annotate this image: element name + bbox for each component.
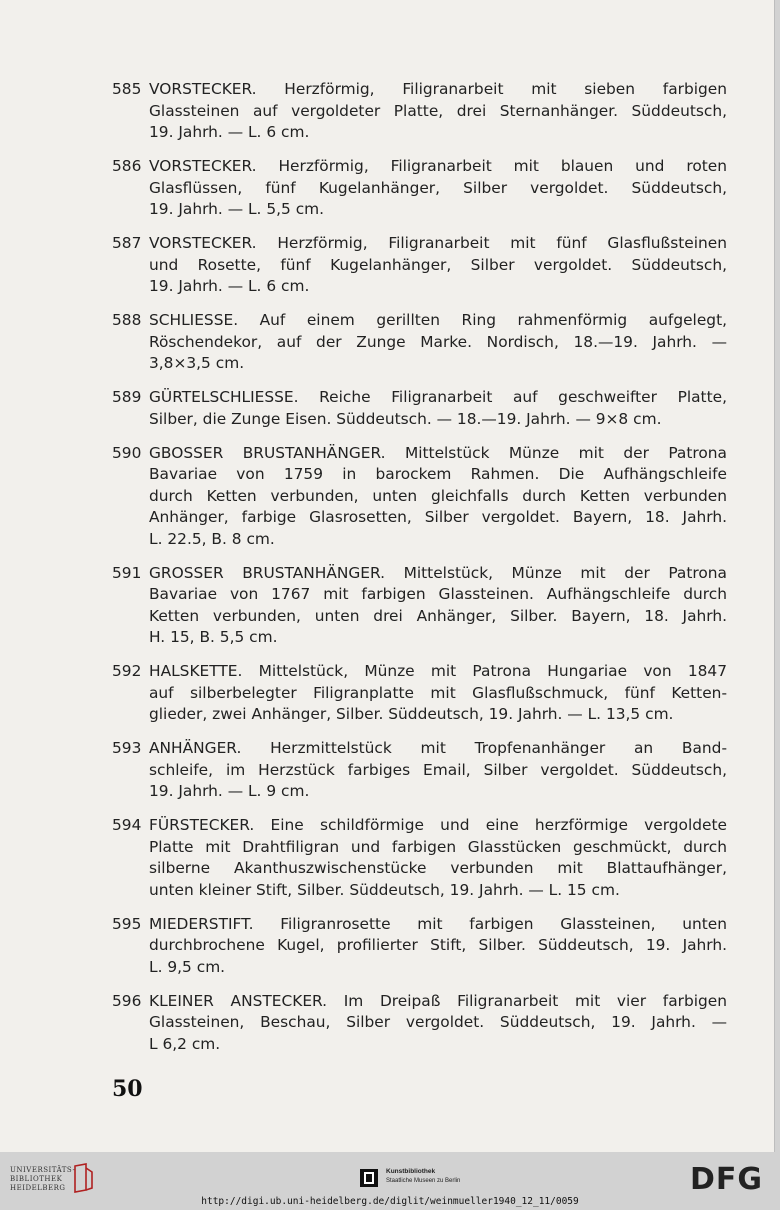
entry-text-line: unten kleiner Stift, Silber. Süddeutsch, 19. Jahrh. — L. 15 cm. [149,880,620,899]
entry-text-line: Glassteinen, Beschau, Silber vergoldet. Süddeutsch, 19. Jahrh. — [149,1013,727,1031]
entry-text-line: 19. Jahrh. — L. 9 cm. [149,782,310,800]
catalog-entry [112,387,727,430]
catalog-entry [112,310,727,375]
catalog-entry [112,443,727,551]
entry-text-line: Bavariae von 1767 mit farbigen Glassteinen. Aufhängschleife durch [149,585,727,603]
entry-text-line: auf silberbelegter Filigranplatte mit Glasflußschmuck, fünf Ketten- [149,683,727,702]
dfg-logo[interactable]: DFG [690,1162,764,1197]
entry-text-line: glieder, zwei Anhänger, Silber. Süddeutsch, 19. Jahrh. — L. 13,5 cm. [149,705,674,723]
kb-subtitle: Staatliche Museen zu Berlin [386,1178,461,1184]
entry-number: 596 [112,991,142,1010]
entry-number: 591 [112,563,142,582]
entry-text-line: 19. Jahrh. — L. 6 cm. [149,277,310,295]
entry-text-line: MIEDERSTIFT. Filigranrosette mit farbigen Glassteinen, unten [149,914,727,933]
entry-text-line: durch Ketten verbunden, unten gleichfalls durch Ketten verbunden [149,486,727,505]
entry-number: 588 [112,311,142,329]
entry-text-line: und Rosette, fünf Kugelanhänger, Silber vergoldet. Süddeutsch, [149,255,727,274]
entry-text-line: VORSTECKER. Herzförmig, Filigranarbeit mit sieben farbigen [149,80,727,98]
university-logo-icon[interactable] [72,1162,94,1194]
university-line: HEIDELBERG [10,1184,66,1192]
entry-text-line: HALSKETTE. Mittelstück, Münze mit Patrona Hungariae von 1847 [149,662,727,680]
entry-text-line: Silber, die Zunge Eisen. Süddeutsch. — 18.—19. Jahrh. — 9×8 cm. [149,409,662,428]
entry-text-line: silberne Akanthuszwischenstücke verbunden mit Blattaufhänger, [149,859,727,877]
entry-text-line: GROSSER BRUSTANHÄNGER. Mittelstück, Münze mit der Patrona [149,563,727,582]
entry-number: 586 [112,157,142,175]
entry-number: 592 [112,662,142,680]
entry-text-line: schleife, im Herzstück farbiges Email, Silber vergoldet. Süddeutsch, [149,760,727,779]
entry-number: 593 [112,739,142,757]
permalink-url[interactable]: http://digi.ub.uni-heidelberg.de/diglit/weinmueller1940_12_11/0059 [201,1196,579,1207]
entry-text-line: 19. Jahrh. — L. 6 cm. [149,123,310,141]
entry-text-line: H. 15, B. 5,5 cm. [149,628,278,646]
entry-text-line: 3,8×3,5 cm. [149,354,245,372]
entry-number: 594 [112,816,142,834]
entry-text-line: KLEINER ANSTECKER. Im Dreipaß Filigranarbeit mit vier farbigen [149,991,727,1010]
entry-text-line: Ketten verbunden, unten drei Anhänger, Silber. Bayern, 18. Jahrh. [149,606,727,625]
catalog-entry [112,815,727,901]
page-number: 50 [112,1076,143,1102]
viewer-footer [0,1152,780,1210]
entry-text-line: durchbrochene Kugel, profilierter Stift, Silber. Süddeutsch, 19. Jahrh. [149,936,727,954]
entry-text-line: L. 9,5 cm. [149,957,226,976]
catalog-entry [112,661,727,726]
entry-text-line: L. 22.5, B. 8 cm. [149,529,275,548]
kb-title: Kunstbibliothek [386,1168,436,1175]
catalog-entry [112,563,727,649]
entry-text-line: ANHÄNGER. Herzmittelstück mit Tropfenanhänger an Band- [149,739,727,757]
catalog-entry [112,991,727,1056]
entry-number: 595 [112,914,142,933]
entry-number: 590 [112,443,142,462]
entry-text-line: Röschendekor, auf der Zunge Marke. Nordisch, 18.—19. Jahrh. — [149,332,727,351]
entry-text-line: VORSTECKER. Herzförmig, Filigranarbeit mit blauen und roten [149,157,727,175]
entry-text-line: GBOSSER BRUSTANHÄNGER. Mittelstück Münze mit der Patrona [149,443,727,462]
entry-text-line: Bavariae von 1759 in barockem Rahmen. Die Aufhängschleife [149,465,727,483]
entry-text-line: GÜRTELSCHLIESSE. Reiche Filigranarbeit auf geschweifter Platte, [149,388,727,406]
entry-text-line: Glassteinen auf vergoldeter Platte, drei Sternanhänger. Süddeutsch, [149,101,727,120]
entry-number: 589 [112,388,142,406]
university-library-name[interactable] [10,1166,75,1193]
entry-text-line: VORSTECKER. Herzförmig, Filigranarbeit mit fünf Glasflußsteinen [149,234,727,252]
university-line: BIBLIOTHEK [10,1175,63,1183]
entry-number: 587 [112,234,142,252]
kunstbibliothek-icon [360,1169,378,1187]
catalog-entry [112,738,727,803]
entry-text-line: L 6,2 cm. [149,1034,221,1053]
university-line: UNIVERSITÄTS- [10,1166,76,1174]
entry-text-line: Anhänger, farbige Glasrosetten, Silber vergoldet. Bayern, 18. Jahrh. [149,508,727,526]
entry-text-line: Platte mit Drahtfiligran und farbigen Glasstücken geschmückt, durch [149,837,727,856]
entry-text-line: 19. Jahrh. — L. 5,5 cm. [149,200,325,218]
catalog-entry [112,914,727,979]
catalog-entries [112,79,727,1068]
entry-text-line: FÜRSTECKER. Eine schildförmige und eine herzförmige vergoldete [149,816,727,834]
catalog-entry [112,156,727,221]
entry-number: 585 [112,80,142,98]
catalog-entry [112,233,727,298]
entry-text-line: Glasflüssen, fünf Kugelanhänger, Silber vergoldet. Süddeutsch, [149,178,727,197]
catalog-entry [112,79,727,144]
entry-text-line: SCHLIESSE. Auf einem gerillten Ring rahmenförmig aufgelegt, [149,311,727,329]
